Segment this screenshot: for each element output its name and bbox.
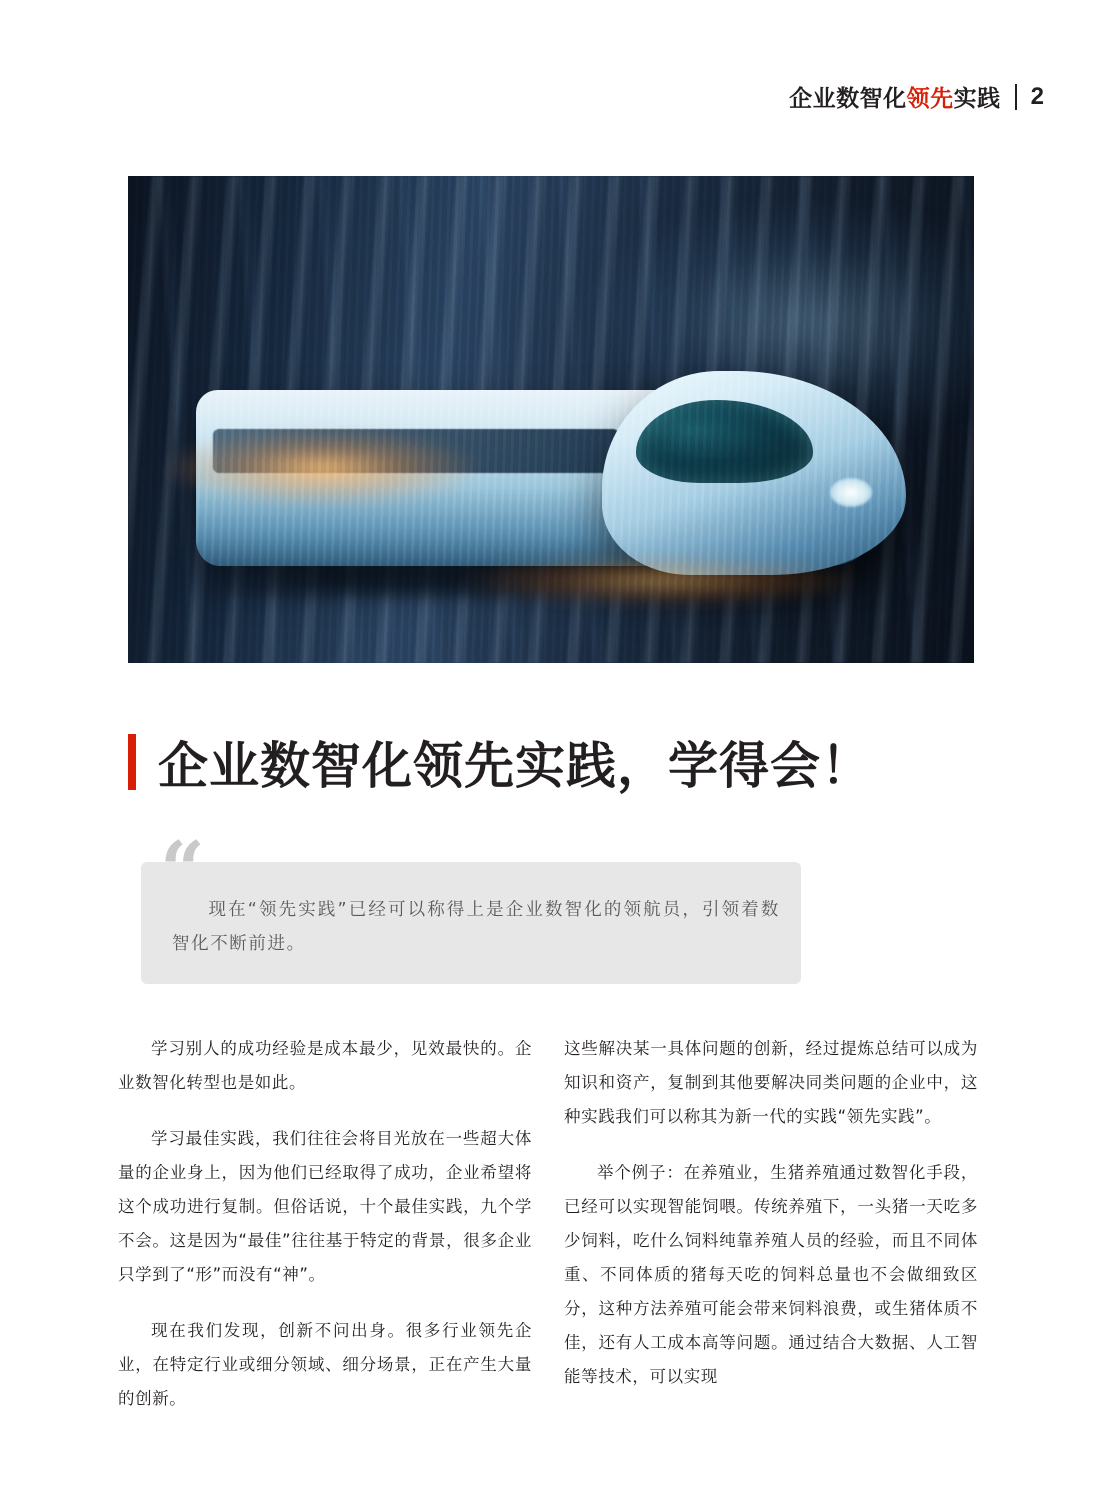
paragraph: 学习别人的成功经验是成本最少，见效最快的。企业数智化转型也是如此。 <box>118 1039 532 1092</box>
paragraph: 这些解决某一具体问题的创新，经过提炼总结可以成为知识和资产，复制到其他要解决同类问题的企业中，这种实践我们可以称其为新一代的实践“领先实践”。 <box>564 1039 978 1126</box>
hero-blur-overlay <box>128 176 974 663</box>
page-header <box>789 80 1044 113</box>
header-divider <box>1015 84 1017 110</box>
paragraph: 现在我们发现，创新不问出身。很多行业领先企业，在特定行业或细分领域、细分场景，正在产生大量的创新。 <box>118 1321 532 1408</box>
publication-title-accent: 领先 <box>906 86 954 112</box>
paragraph: 学习最佳实践，我们往往会将目光放在一些超大体量的企业身上，因为他们已经取得了成功，企业希望将这个成功进行复制。但俗话说，十个最佳实践，九个学不会。这是因为“最佳”往往基于特定的背景，很多企业只学到了“形”而没有“神”。 <box>118 1129 532 1284</box>
page-number: 2 <box>1030 82 1044 110</box>
quote-mark-icon: “ <box>160 825 205 916</box>
headline-accent-bar <box>128 734 136 790</box>
headline-text: 企业数智化领先实践，学得会！ <box>158 737 872 795</box>
column-right <box>564 1032 978 1438</box>
paragraph: 举个例子：在养殖业，生猪养殖通过数智化手段，已经可以实现智能饲喂。传统养殖下，一头猪一天吃多少饲料，吃什么饲料纯靠养殖人员的经验，而且不同体重、不同体质的猪每天吃的饲料总量也不会做细致区分，这种方法养殖可能会带来饲料浪费，或生猪体质不佳，还有人工成本高等问题。通过结合大数据、人工智能等技术，可以实现 <box>564 1163 978 1386</box>
pull-quote-text <box>172 893 780 961</box>
article-body <box>118 1032 978 1438</box>
publication-title-suffix: 实践 <box>953 86 1001 112</box>
publication-title <box>789 80 1001 113</box>
headline <box>128 726 872 798</box>
pull-quote-body: 现在“领先实践”已经可以称得上是企业数智化的领航员，引领着数智化不断前进。 <box>172 900 780 954</box>
hero-image <box>128 176 974 663</box>
publication-title-prefix: 企业数智化 <box>789 86 907 112</box>
column-left <box>118 1032 532 1438</box>
